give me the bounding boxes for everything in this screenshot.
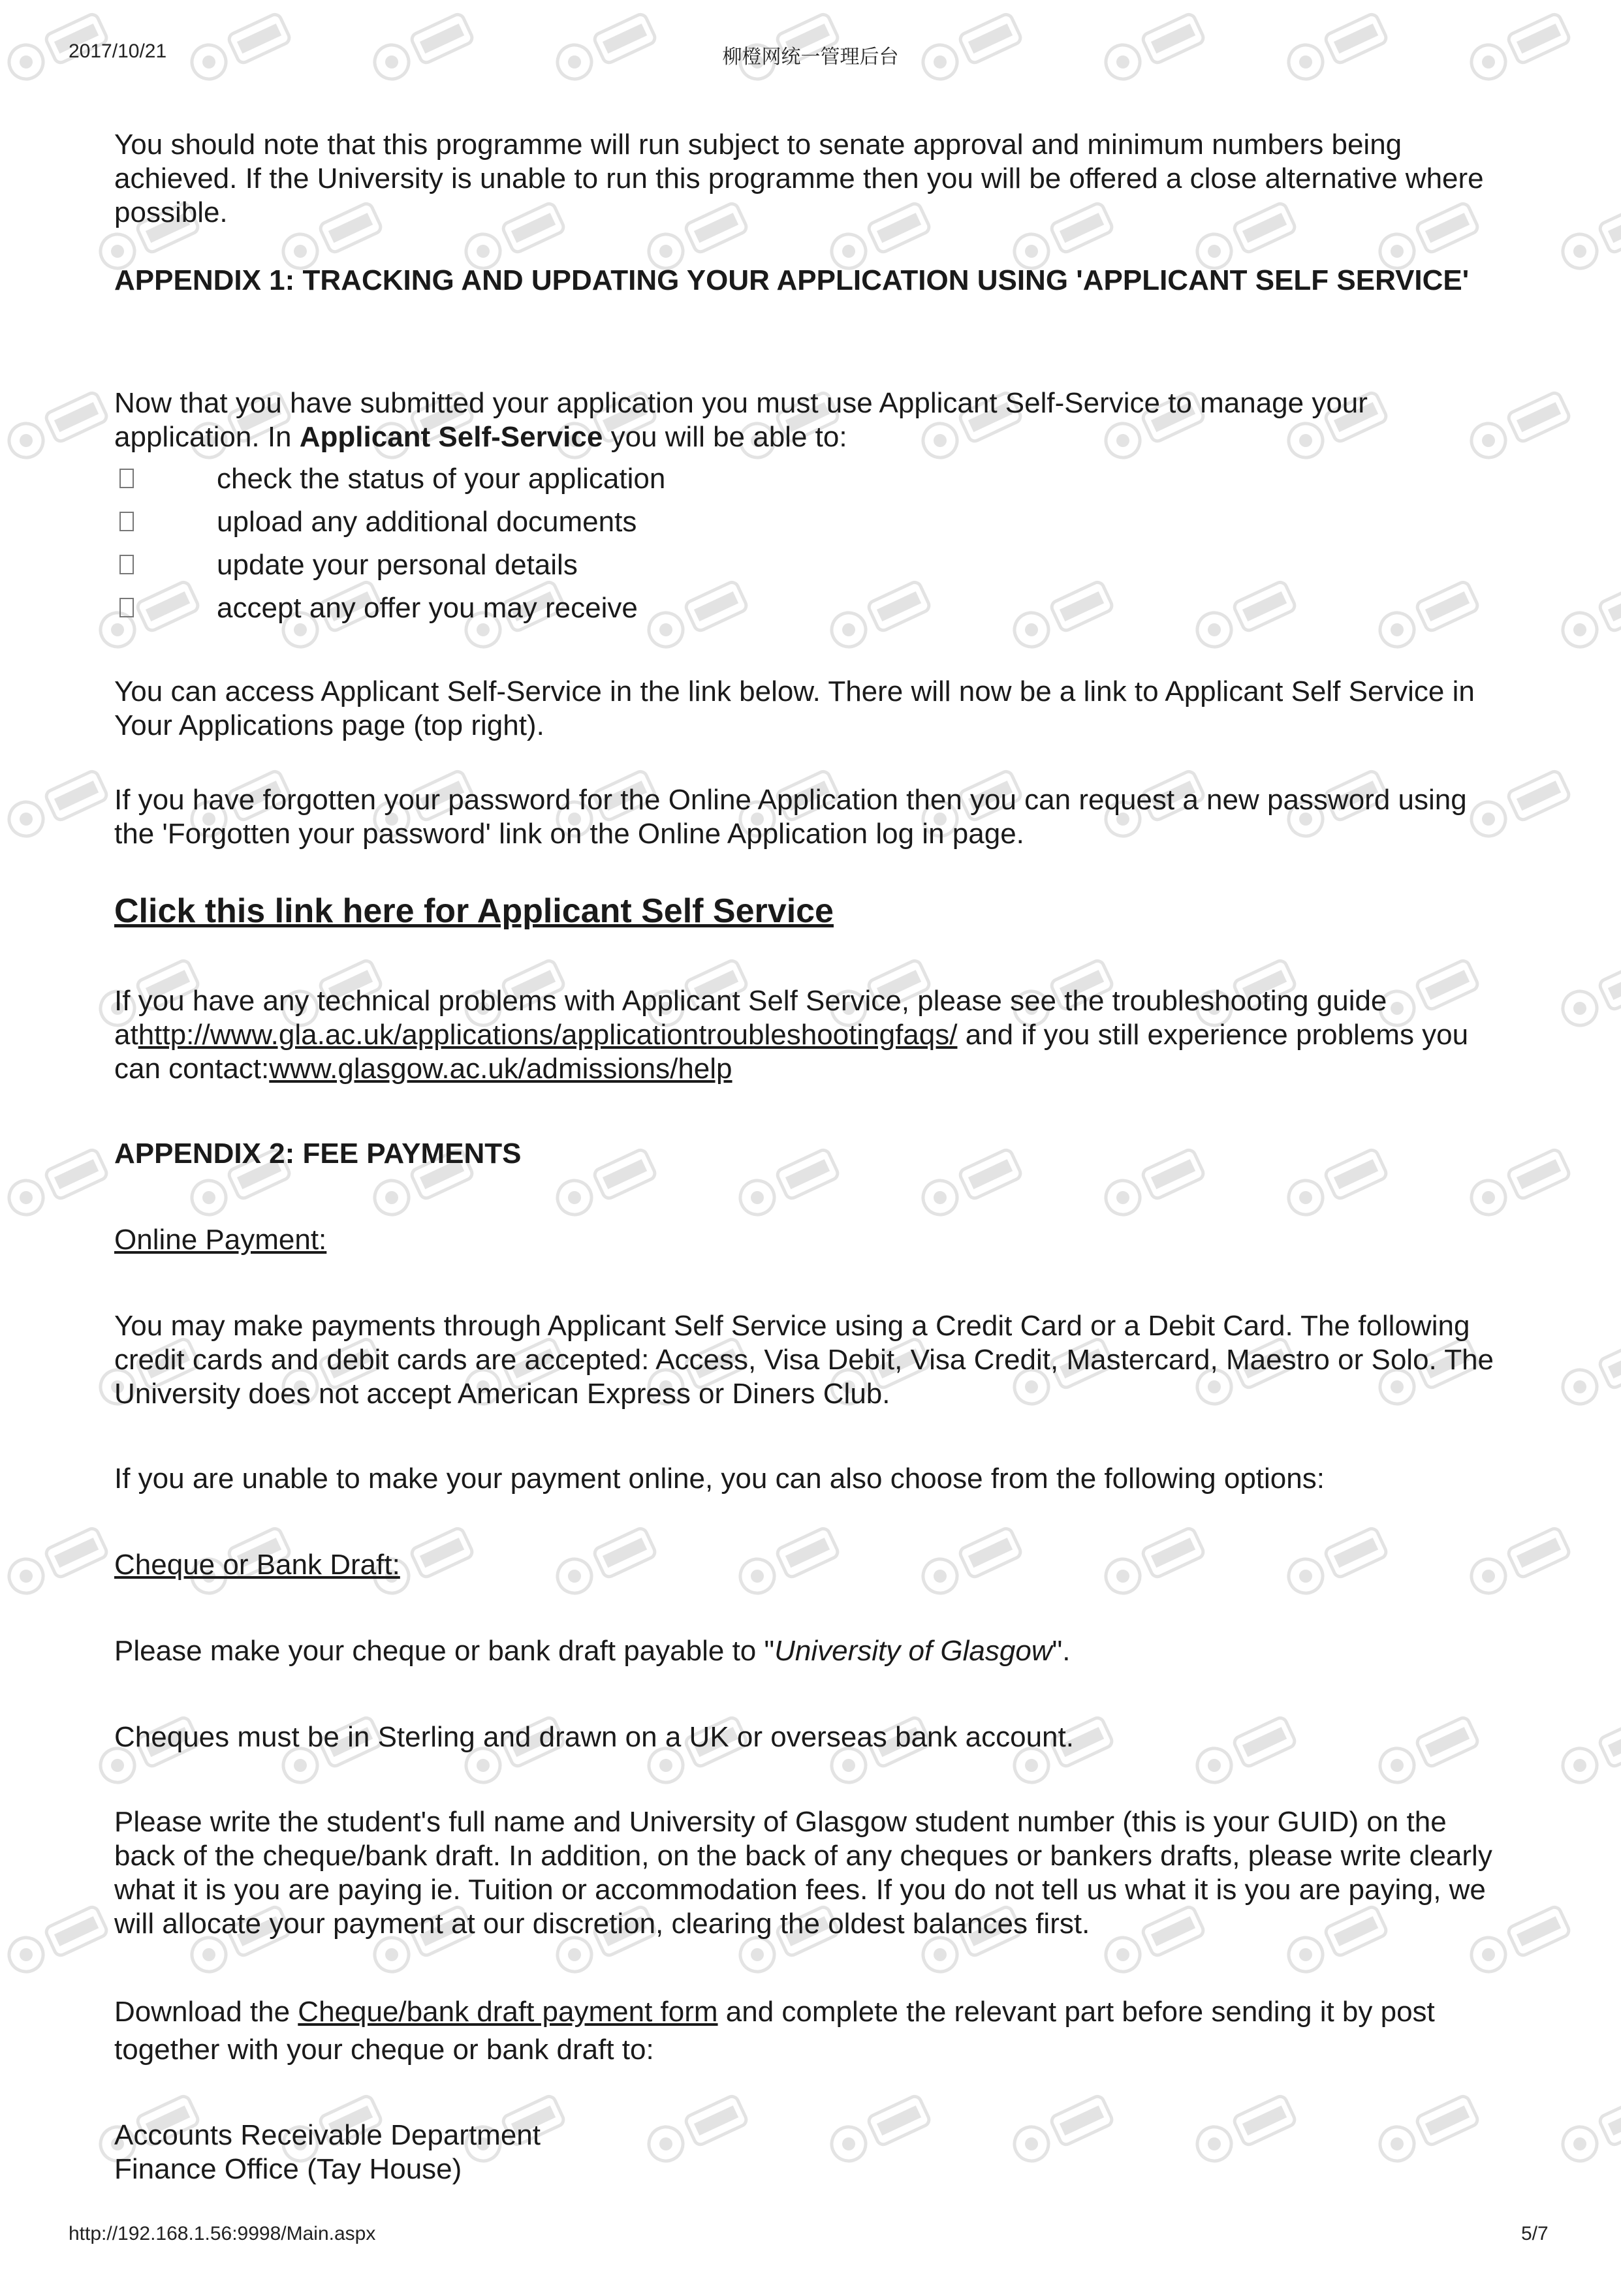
bullet-box-icon bbox=[119, 598, 134, 617]
technical-problems-paragraph bbox=[114, 984, 1511, 1086]
address-line: Accounts Receivable Department bbox=[114, 2119, 541, 2151]
bullet-box-icon bbox=[119, 555, 134, 574]
watermark-logo bbox=[3, 1147, 109, 1220]
payment-options-paragraph: If you are unable to make your payment online, you can also choose from the following options: bbox=[114, 1463, 1325, 1495]
tech-text-b: and if you still experience problems you can contact: bbox=[114, 1019, 1469, 1085]
download-paragraph bbox=[114, 1993, 1511, 2069]
address-block bbox=[114, 2118, 1511, 2186]
watermark-logo bbox=[3, 1904, 109, 1977]
list-item-text: check the status of your application bbox=[217, 463, 666, 495]
list-item bbox=[114, 548, 1511, 582]
bullet-box-icon bbox=[119, 469, 134, 488]
access-paragraph: You can access Applicant Self-Service in the link below. There will now be a link to Applicant Self Service in Your Applications page (top right). bbox=[114, 675, 1475, 741]
payable-text-b: ". bbox=[1052, 1635, 1071, 1667]
watermark-logo bbox=[1557, 957, 1621, 1031]
bullet-box-icon bbox=[119, 512, 134, 531]
list-item-text: accept any offer you may receive bbox=[217, 592, 638, 624]
write-details-paragraph: Please write the student's full name and University of Glasgow student number (this is your GUID) on the back of the cheque/bank draft. In addition, on the back of any cheques or bankers drafts, please write clearly what it is you are paying ie. Tuition or accommodation fees. If you do not tell us what it is you are paying, we will allocate your payment at our discretion, clearing the oldest balances first. bbox=[114, 1806, 1492, 1940]
watermark-logo bbox=[1557, 1336, 1621, 1409]
footer-url: http://192.168.1.56:9998/Main.aspx bbox=[69, 2223, 376, 2244]
self-service-link[interactable]: Click this link here for Applicant Self Service bbox=[114, 892, 834, 930]
address-line: Finance Office (Tay House) bbox=[114, 2153, 462, 2185]
appendix1-intro bbox=[114, 386, 1511, 454]
intro-text-b: you will be able to: bbox=[603, 421, 847, 453]
programme-note: You should note that this programme will run subject to senate approval and minimum numbers being achieved. If the University is unable to run this programme then you will be offered a close alternative where possible. bbox=[114, 129, 1484, 228]
watermark-logo bbox=[3, 768, 109, 841]
watermark-logo bbox=[3, 1525, 109, 1598]
list-item bbox=[114, 505, 1511, 539]
troubleshooting-link[interactable]: http://www.gla.ac.uk/applications/applicationtroubleshootingfaqs/ bbox=[138, 1019, 958, 1051]
tech-text-a: If you have any technical problems with Applicant Self Service, please see the troubleshooting guide at bbox=[114, 985, 1387, 1051]
appendix2-heading: APPENDIX 2: FEE PAYMENTS bbox=[114, 1138, 522, 1170]
list-item-text: update your personal details bbox=[217, 549, 578, 581]
online-payment-paragraph: You may make payments through Applicant Self Service using a Credit Card or a Debit Card. The following credit cards and debit cards are accepted: Access, Visa Debit, Visa Credit, Mastercard, Maestro or Solo. The University does not accept American Express or Diners Club. bbox=[114, 1310, 1494, 1410]
download-text-b: and complete the relevant part before sending it by post together with your cheque or bank draft to: bbox=[114, 1996, 1435, 2066]
intro-bold: Applicant Self-Service bbox=[299, 421, 603, 453]
footer-page-number: 5/7 bbox=[1521, 2223, 1549, 2244]
sterling-paragraph: Cheques must be in Sterling and drawn on a UK or overseas bank account. bbox=[114, 1721, 1074, 1753]
watermark-logo bbox=[1557, 2093, 1621, 2166]
watermark-logo bbox=[1557, 1714, 1621, 1788]
download-text-a: Download the bbox=[114, 1996, 298, 2028]
online-payment-title: Online Payment: bbox=[114, 1224, 327, 1256]
list-item-text: upload any additional documents bbox=[217, 506, 637, 538]
watermark-logo bbox=[1557, 579, 1621, 652]
intro-text-a: Now that you have submitted your application you must use Applicant Self-Service to manage your application. In bbox=[114, 387, 1368, 453]
forgot-password-paragraph: If you have forgotten your password for the Online Application then you can request a new password using the 'Forgotten your password' link on the Online Application log in page. bbox=[114, 784, 1467, 850]
payable-text-a: Please make your cheque or bank draft payable to " bbox=[114, 1635, 775, 1667]
list-item bbox=[114, 591, 1511, 625]
payment-form-link[interactable]: Cheque/bank draft payment form bbox=[298, 1996, 718, 2028]
self-service-link-line bbox=[114, 894, 1511, 930]
admissions-help-link[interactable]: www.glasgow.ac.uk/admissions/help bbox=[269, 1053, 732, 1085]
print-date: 2017/10/21 bbox=[69, 40, 167, 62]
list-item bbox=[114, 462, 1511, 496]
payable-paragraph bbox=[114, 1634, 1511, 1668]
watermark-logo bbox=[1557, 200, 1621, 273]
watermark-logo bbox=[3, 390, 109, 463]
print-title: 柳橙网统一管理后台 bbox=[722, 46, 899, 68]
cheque-title: Cheque or Bank Draft: bbox=[114, 1549, 400, 1581]
payable-italic: University of Glasgow bbox=[774, 1635, 1052, 1667]
appendix1-heading: APPENDIX 1: TRACKING AND UPDATING YOUR APPLICATION USING 'APPLICANT SELF SERVICE' bbox=[114, 264, 1470, 296]
